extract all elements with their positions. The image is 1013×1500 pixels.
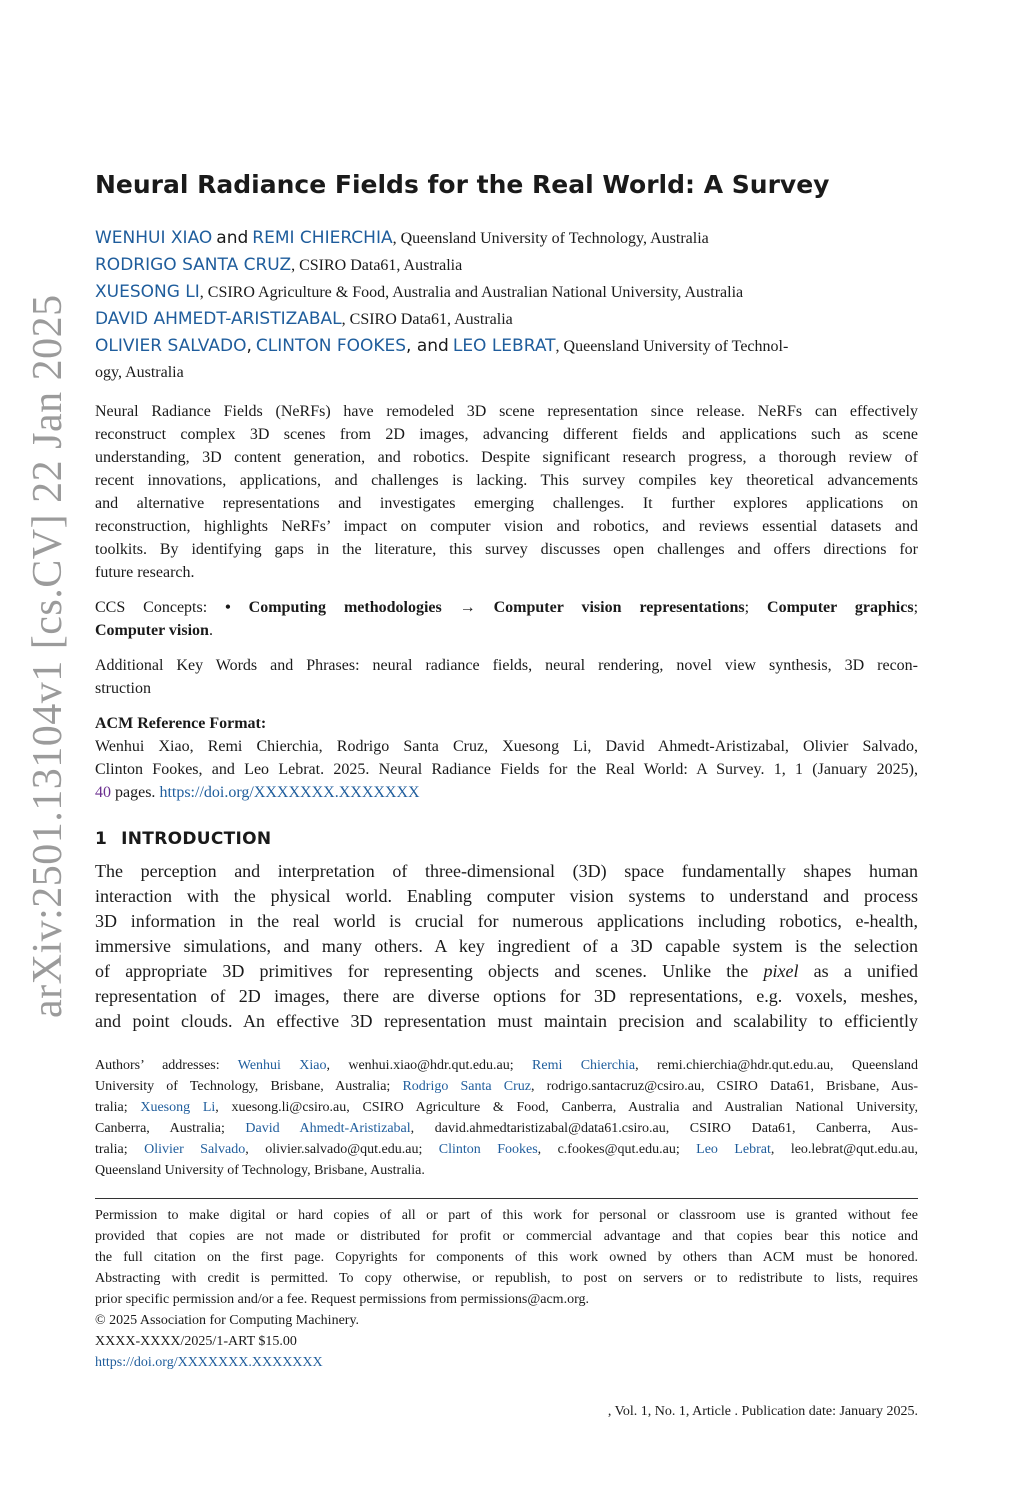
ccs-concept-3: Computer vision <box>95 622 209 639</box>
address-line <box>95 1055 918 1076</box>
permission-line: prior specific permission and/or a fee. Request permissions from permissions@acm.org. <box>95 1292 589 1307</box>
section-heading <box>95 829 271 849</box>
abstract-line: reconstruction, highlights NeRFs’ impact on computer vision and robotics, and reviews essential datasets and <box>95 518 918 535</box>
authors-addresses <box>95 1055 918 1181</box>
permission-line: Permission to make digital or hard copies of all or part of this work for personal or classroom use is granted without fee <box>95 1208 918 1223</box>
address-line <box>95 1118 918 1139</box>
ccs-separator: ; <box>744 599 768 616</box>
keywords-line: struction <box>95 680 151 697</box>
intro-line: 3D information in the real world is crucial for numerous applications including robotics, e-health, <box>95 911 918 931</box>
author-line-6 <box>95 363 920 383</box>
section-title: INTRODUCTION <box>121 829 272 849</box>
acm-reference-heading: ACM Reference Format: <box>95 715 267 732</box>
permission-line: provided that copies are not made or distributed for profit or commercial advantage and that copies bear this notice and <box>95 1229 918 1244</box>
abstract-line: and alternative representations and investigates emerging challenges. It further explores applications on <box>95 495 918 512</box>
author-separator: , <box>246 336 252 356</box>
keywords <box>95 654 918 700</box>
acm-reference-line <box>95 781 918 804</box>
address-text: , rodrigo.santacruz@csiro.au, CSIRO Data61, Brisbane, Aus- <box>530 1079 918 1094</box>
ccs-arrow: → <box>441 599 494 616</box>
address-line: Queensland University of Technology, Brisbane, Australia. <box>95 1163 425 1178</box>
doi-link[interactable]: https://doi.org/XXXXXXX.XXXXXXX <box>159 784 420 801</box>
author-olivier-salvado[interactable]: OLIVIER SALVADO <box>95 336 247 356</box>
ccs-line-1 <box>95 596 918 619</box>
address-label: Authors’ addresses: <box>95 1058 238 1073</box>
acm-reference-line: Clinton Fookes, and Leo Lebrat. 2025. Neural Radiance Fields for the Real World: A Survey. 1, 1 (January 2025), <box>95 761 918 778</box>
address-author-link[interactable]: Clinton Fookes <box>438 1142 538 1157</box>
address-text: , c.fookes@qut.edu.au; <box>537 1142 697 1157</box>
address-text: , wenhui.xiao@hdr.qut.edu.au; <box>326 1058 533 1073</box>
ccs-separator: ; <box>913 599 919 616</box>
ccs-end: . <box>208 622 213 639</box>
address-text: , leo.lebrat@qut.edu.au, <box>770 1142 919 1157</box>
intro-line: and point clouds. An effective 3D representation must maintain precision and scalability to efficiently <box>95 1011 918 1031</box>
ccs-concepts <box>95 596 918 642</box>
author-line-3 <box>95 282 920 303</box>
address-text: , olivier.salvado@qut.edu.au; <box>245 1142 439 1157</box>
author-line-2 <box>95 255 920 276</box>
pages-text: pages. <box>111 784 160 801</box>
permission-line: Abstracting with credit is permitted. To copy otherwise, or republish, to post on servers or to redistribute to lists, requires <box>95 1271 918 1286</box>
intro-line: The perception and interpretation of three-dimensional (3D) space fundamentally shapes human <box>95 861 918 881</box>
ccs-line-2 <box>95 619 918 642</box>
ccs-concept-1: Computer vision representations <box>493 599 745 616</box>
intro-line: interaction with the physical world. Enabling computer vision systems to understand and process <box>95 886 918 906</box>
author-line-1 <box>95 228 920 249</box>
address-text: University of Technology, Brisbane, Australia; <box>95 1079 403 1094</box>
address-line <box>95 1097 918 1118</box>
address-author-link[interactable]: David Ahmedt-Aristizabal <box>245 1121 411 1136</box>
permission-line: the full citation on the first page. Copyrights for components of this work owned by others than ACM must be honored. <box>95 1250 918 1265</box>
publication-footer: , Vol. 1, No. 1, Article . Publication date: January 2025. <box>607 1404 918 1419</box>
author-line-4 <box>95 309 920 330</box>
abstract-line: reconstruct complex 3D scenes from 2D images, advancing different fields and applications such as scene <box>95 426 918 443</box>
section-number: 1 <box>95 829 108 849</box>
author-affiliation: , CSIRO Data61, Australia <box>341 311 513 328</box>
abstract-line: future research. <box>95 564 195 581</box>
isbn-line: XXXX-XXXX/2025/1-ART $15.00 <box>95 1334 297 1349</box>
author-clinton-fookes[interactable]: CLINTON FOOKES <box>255 336 407 356</box>
acm-reference-line: Wenhui Xiao, Remi Chierchia, Rodrigo Santa Cruz, Xuesong Li, David Ahmedt-Aristizabal, Olivier Salvado, <box>95 738 918 755</box>
paper-title: Neural Radiance Fields for the Real World: A Survey <box>95 170 830 199</box>
address-text: tralia; <box>95 1100 141 1115</box>
page-count-link[interactable]: 40 <box>95 784 111 801</box>
author-affiliation: , Queensland University of Technol- <box>555 338 789 355</box>
address-author-link[interactable]: Xuesong Li <box>140 1100 216 1115</box>
address-text: , david.ahmedtaristizabal@data61.csiro.au, CSIRO Data61, Canberra, Aus- <box>410 1121 918 1136</box>
footnote-divider <box>95 1198 918 1199</box>
intro-text: as a unified <box>798 961 919 981</box>
ccs-label: CCS Concepts: <box>95 599 226 616</box>
author-david-ahmedt-aristizabal[interactable]: DAVID AHMEDT-ARISTIZABAL <box>95 309 342 329</box>
abstract-line: recent innovations, applications, and challenges is lacking. This survey compiles key theoretical advancements <box>95 472 918 489</box>
permission-notice <box>95 1205 918 1373</box>
address-author-link[interactable]: Rodrigo Santa Cruz <box>402 1079 531 1094</box>
author-conjunction: , and <box>406 336 449 356</box>
footer-doi-link[interactable]: https://doi.org/XXXXXXX.XXXXXXX <box>95 1355 323 1370</box>
intro-emphasis: pixel <box>763 961 799 981</box>
address-author-link[interactable]: Leo Lebrat <box>696 1142 771 1157</box>
author-wenhui-xiao[interactable]: WENHUI XIAO <box>95 228 213 248</box>
author-remi-chierchia[interactable]: REMI CHIERCHIA <box>252 228 393 248</box>
author-xuesong-li[interactable]: XUESONG LI <box>95 282 200 302</box>
address-text: tralia; <box>95 1142 145 1157</box>
author-line-5 <box>95 336 920 357</box>
abstract <box>95 400 918 584</box>
abstract-line: Neural Radiance Fields (NeRFs) have remodeled 3D scene representation since release. NeRFs can effectively <box>95 403 918 420</box>
intro-line: immersive simulations, and many others. A key ingredient of a 3D capable system is the selection <box>95 936 918 956</box>
intro-text: of appropriate 3D primitives for representing objects and scenes. Unlike the <box>95 961 764 981</box>
author-conjunction: and <box>216 228 249 248</box>
keywords-line: Additional Key Words and Phrases: neural radiance fields, neural rendering, novel view synthesis, 3D recon- <box>95 657 918 674</box>
acm-reference <box>95 712 918 804</box>
ccs-bullet: • Computing methodologies <box>225 599 442 616</box>
address-line <box>95 1139 918 1160</box>
address-line <box>95 1076 918 1097</box>
address-text: Canberra, Australia; <box>95 1121 246 1136</box>
abstract-line: understanding, 3D content generation, and robotics. Despite significant research progress, a thorough review of <box>95 449 918 466</box>
abstract-line: toolkits. By identifying gaps in the literature, this survey discusses open challenges and offers directions for <box>95 541 918 558</box>
author-affiliation: , Queensland University of Technology, Australia <box>392 230 709 247</box>
ccs-concept-2: Computer graphics <box>767 599 914 616</box>
arxiv-stamp: arXiv:2501.13104v1 [cs.CV] 22 Jan 2025 <box>25 294 71 1018</box>
author-affiliation: , CSIRO Agriculture & Food, Australia and Australian National University, Australia <box>199 284 744 301</box>
intro-line <box>95 959 918 984</box>
intro-line: representation of 2D images, there are diverse options for 3D representations, e.g. voxels, meshes, <box>95 986 918 1006</box>
author-affiliation: ogy, Australia <box>95 364 184 381</box>
author-leo-lebrat[interactable]: LEO LEBRAT <box>452 336 556 356</box>
address-text: , remi.chierchia@hdr.qut.edu.au, Queensland <box>635 1058 918 1073</box>
author-affiliation: , CSIRO Data61, Australia <box>291 257 463 274</box>
address-author-link[interactable]: Olivier Salvado <box>144 1142 246 1157</box>
author-rodrigo-santa-cruz[interactable]: RODRIGO SANTA CRUZ <box>95 255 292 275</box>
address-author-link[interactable]: Wenhui Xiao <box>237 1058 327 1073</box>
copyright-line: © 2025 Association for Computing Machinery. <box>95 1313 360 1328</box>
address-author-link[interactable]: Remi Chierchia <box>532 1058 636 1073</box>
introduction-body <box>95 859 918 1034</box>
address-text: , xuesong.li@csiro.au, CSIRO Agriculture & Food, Canberra, Australia and Australian National University, <box>215 1100 918 1115</box>
